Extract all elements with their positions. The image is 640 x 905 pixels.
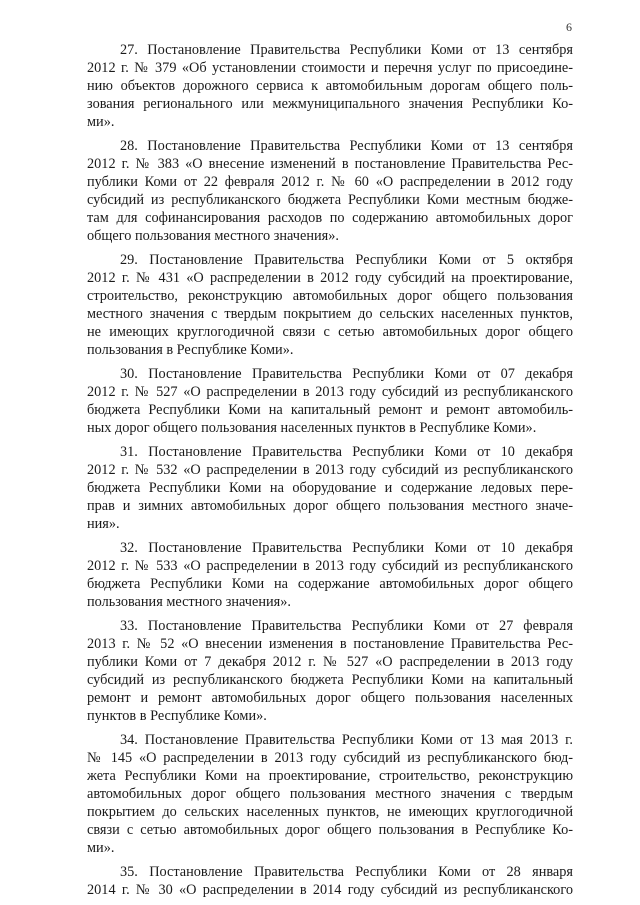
text-line: 30. Постановление Правительства Республики Коми от 07 декабря [120,366,573,382]
text-line: 28. Постановление Правительства Республики Коми от 13 сентября [120,138,573,154]
text-line: 2012 г. № 383 «О внесение изменений в постановление Правительства Рес- [87,156,573,172]
text-line: жета Республики Коми на проектирование, строительство, реконструкцию [87,768,573,784]
text-line: субсидий из республиканского бюджета Республики Коми на капитальный [87,672,573,688]
text-line: местного значения с твердым покрытием до сельских населенных пунктов, [87,306,573,322]
text-line: 2012 г. № 533 «О распределении в 2013 году субсидий из республиканского [87,558,573,574]
text-line: бюджета Республики Коми на оборудование и содержание ледовых пере- [87,480,573,496]
list-item [87,539,573,611]
text-line: 2012 г. № 527 «О распределении в 2013 году субсидий из республиканского [87,384,573,400]
list-item [87,863,573,899]
list-item [87,137,573,245]
text-line: покрытием до сельских населенных пунктов, не имеющих круглогодичной [87,804,573,820]
text-line: связи с сетью автомобильных дорог общего пользования в Республике Ко- [87,822,573,838]
text-line: ми». [87,114,115,130]
text-line: субсидий из республиканского бюджета Республики Коми местным бюдже- [87,192,573,208]
list-item [87,443,573,533]
text-line: пунктов в Республике Коми». [87,708,267,724]
list-item [87,251,573,359]
list-item [87,617,573,725]
page-number: 6 [566,20,572,34]
text-line: 27. Постановление Правительства Республики Коми от 13 сентября [120,42,573,58]
text-line: пользования местного значения». [87,594,291,610]
text-line: № 145 «О распределении в 2013 году субсидий из республиканского бюд- [87,750,573,766]
list-item [87,41,573,131]
text-line: 29. Постановление Правительства Республики Коми от 5 октября [120,252,573,268]
text-line: 31. Постановление Правительства Республики Коми от 10 декабря [120,444,573,460]
text-line: зования регионального или межмуниципального значения Республики Ко- [87,96,573,112]
text-line: автомобильных дорог общего пользования местного значения с твердым [87,786,573,802]
text-line: 34. Постановление Правительства Республики Коми от 13 мая 2013 г. [120,732,573,748]
text-line: ремонт и ремонт автомобильных дорог общего пользования населенных [87,690,573,706]
text-line: прав и зимних автомобильных дорог общего пользования местного значе- [87,498,573,514]
list-item [87,365,573,437]
text-line: 2013 г. № 52 «О внесении изменения в постановление Правительства Рес- [87,636,573,652]
text-line: 32. Постановление Правительства Республики Коми от 10 декабря [120,540,573,556]
text-line: ми». [87,840,115,856]
list-item [87,731,573,857]
text-line: там для софинансирования расходов по содержанию автомобильных дорог [87,210,573,226]
text-line: ных дорог общего пользования населенных пунктов в Республике Коми». [87,420,537,436]
text-line: 35. Постановление Правительства Республики Коми от 28 января [120,864,573,880]
text-line: 2012 г. № 431 «О распределении в 2012 году субсидий на проектирование, [87,270,573,286]
text-line: бюджета Республики Коми на капитальный ремонт и ремонт автомобиль- [87,402,573,418]
regulations-list [87,41,573,905]
text-line: 2014 г. № 30 «О распределении в 2014 году субсидий из республиканского [87,882,573,898]
text-line: публики Коми от 7 декабря 2012 г. № 527 «О распределении в 2013 году [87,654,573,670]
text-line: 2012 г. № 379 «Об установлении стоимости и перечня услуг по присоедине- [87,60,573,76]
text-line: 2012 г. № 532 «О распределении в 2013 году субсидий из республиканского [87,462,573,478]
text-line: строительство, реконструкцию автомобильных дорог общего пользования [87,288,573,304]
text-line: нию объектов дорожного сервиса к автомобильным дорогам общего поль- [87,78,573,94]
text-line: 33. Постановление Правительства Республики Коми от 27 февраля [120,618,573,634]
text-line: ния». [87,516,120,532]
text-line: не имеющих круглогодичной связи с сетью автомобильных дорог общего [87,324,573,340]
text-line: пользования в Республике Коми». [87,342,294,358]
text-line: общего пользования местного значения». [87,228,339,244]
text-line: бюджета Республики Коми на содержание автомобильных дорог общего [87,576,573,592]
text-line: публики Коми от 22 февраля 2012 г. № 60 «О распределении в 2012 году [87,174,573,190]
